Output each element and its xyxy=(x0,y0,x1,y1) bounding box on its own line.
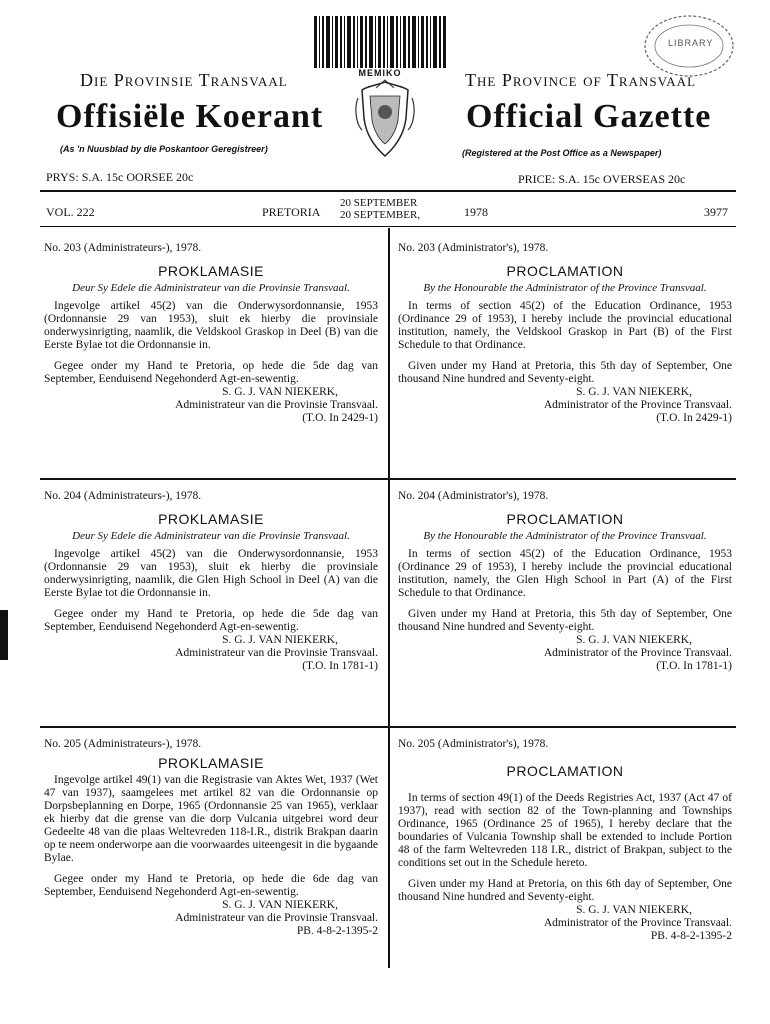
notice-divider xyxy=(40,726,736,728)
issue-date-english: 20 SEPTEMBER, xyxy=(340,209,421,221)
notice-given: Given under my Hand at Pretoria, this 5th day of September, One thousand Nine hundred and Seventy-eight. xyxy=(398,360,732,385)
price-english: PRICE: S.A. 15c OVERSEAS 20c xyxy=(518,172,686,186)
reference: (T.O. In 2429-1) xyxy=(656,412,732,424)
signer-name: S. G. J. VAN NIEKERK, xyxy=(222,899,338,911)
notice-given: Given under my Hand at Pretoria, this 5th day of September, One thousand Nine hundred and Seventy-eight. xyxy=(398,608,732,633)
notice-body: In terms of section 45(2) of the Education Ordinance, 1953 (Ordinance 29 of 1953), I hereby include the provincial educational institution, namely, the Veldskool Graskop in Part (B) of the First Schedule to that Ordinance. xyxy=(398,300,732,351)
notice-number: No. 205 (Administrateurs-), 1978. xyxy=(44,738,202,750)
signer-name: S. G. J. VAN NIEKERK, xyxy=(576,904,692,916)
price-afrikaans: PRYS: S.A. 15c OORSEE 20c xyxy=(46,170,194,184)
reference: PB. 4-8-2-1395-2 xyxy=(296,925,378,937)
notice-body: In terms of section 45(2) of the Education Ordinance, 1953 (Ordinance 29 of 1953), I hereby include the provincial educational institution, namely, the Glen High School in Part (A) of the First Schedule to that Ordinance. xyxy=(398,548,732,599)
issue-place: PRETORIA xyxy=(262,205,321,219)
signer-role: Administrator of the Province Transvaal. xyxy=(543,647,732,659)
notice-203-afrikaans xyxy=(44,242,378,425)
issue-number: 3977 xyxy=(704,205,728,219)
margin-mark xyxy=(0,610,8,660)
reference: PB. 4-8-2-1395-2 xyxy=(650,930,732,942)
notice-title: PROKLAMASIE xyxy=(158,511,264,527)
masthead-right-country: The Province of Transvaal xyxy=(465,70,697,90)
notice-by-line: Deur Sy Edele die Administrateur van die Provinsie Transvaal. xyxy=(72,530,350,542)
notice-number: No. 204 (Administrateurs-), 1978. xyxy=(44,490,202,502)
notice-given: Gegee onder my Hand te Pretoria, op hede die 5de dag van September, Eenduisend Negehonderd Agt-en-sewentig. xyxy=(44,360,378,385)
barcode xyxy=(312,16,450,74)
issue-divider xyxy=(40,226,736,227)
notice-number: No. 203 (Administrator's), 1978. xyxy=(398,242,549,254)
masthead-right-title: Official Gazette xyxy=(466,98,712,135)
signer-role: Administrator of the Province Transvaal. xyxy=(543,917,732,929)
reference: (T.O. In 2429-1) xyxy=(302,412,378,424)
notice-by-line: Deur Sy Edele die Administrateur van die Provinsie Transvaal. xyxy=(72,282,350,294)
notice-given: Gegee onder my Hand te Pretoria, op hede die 5de dag van September, Eenduisend Negehonderd Agt-en-sewentig. xyxy=(44,608,378,633)
notice-body: Ingevolge artikel 45(2) van die Onderwysordonnansie, 1953 (Ordonnansie 29 van 1953), sluit ek hierby die provinsiale onderwysinrigting, naamlik, die Glen High School in Deel (A) van die Eerste Bylae tot die Ordonnansie in. xyxy=(44,548,378,599)
masthead-left-subtitle: (As 'n Nuusblad by die Poskantoor Geregistreer) xyxy=(60,144,268,154)
volume-number: VOL. 222 xyxy=(46,205,95,219)
notice-203-english xyxy=(398,242,732,425)
notice-given: Gegee onder my Hand te Pretoria, op hede die 6de dag van September, Eenduisend Negehonderd Agt-en-sewentig. xyxy=(44,873,378,898)
notice-number: No. 203 (Administrateurs-), 1978. xyxy=(44,242,202,254)
notice-by-line: By the Honourable the Administrator of the Province Transvaal. xyxy=(423,282,707,294)
masthead-right-subtitle: (Registered at the Post Office as a Newspaper) xyxy=(462,148,662,158)
masthead-divider xyxy=(40,190,736,192)
issue-date-afrikaans: 20 SEPTEMBER xyxy=(340,197,418,209)
notice-title: PROCLAMATION xyxy=(506,263,624,279)
notice-body: Ingevolge artikel 49(1) van die Registrasie van Aktes Wet, 1937 (Wet 47 van 1937), saamgelees met artikel 82 van die Ordonnansie op Dorpsbeplanning en Dorpe, 1965 (Ordonnansie 25 van 1965), verklaar ek hierby dat die grense van die dorp Vulcania uitgebrei word deur Gedeelte 48 van die plaas Weltevreden 118-I.R., distrik Brakpan daarin op te neem onderworpe aan die voorwaardes uiteengesit in die bygaande Bylae. xyxy=(44,774,379,864)
barcode-label: MEMIKO xyxy=(350,68,410,78)
notice-204-afrikaans xyxy=(44,490,378,673)
signer-role: Administrateur van die Provinsie Transvaal. xyxy=(175,399,378,411)
notice-205-afrikaans xyxy=(44,738,378,938)
signer-role: Administrator of the Province Transvaal. xyxy=(543,399,732,411)
reference: (T.O. In 1781-1) xyxy=(656,660,732,672)
signer-name: S. G. J. VAN NIEKERK, xyxy=(576,634,692,646)
stamp-text: LIBRARY xyxy=(668,38,714,48)
coat-of-arms-emblem xyxy=(354,78,416,160)
signer-role: Administrateur van die Provinsie Transvaal. xyxy=(175,647,378,659)
notice-204-english xyxy=(398,490,732,673)
signer-name: S. G. J. VAN NIEKERK, xyxy=(222,386,338,398)
notice-number: No. 204 (Administrator's), 1978. xyxy=(398,490,549,502)
signer-name: S. G. J. VAN NIEKERK, xyxy=(222,634,338,646)
notice-title: PROKLAMASIE xyxy=(158,755,264,771)
notice-by-line: By the Honourable the Administrator of the Province Transvaal. xyxy=(423,530,707,542)
notice-title: PROCLAMATION xyxy=(506,763,624,779)
notice-title: PROKLAMASIE xyxy=(158,263,264,279)
column-divider xyxy=(388,228,390,968)
notice-body: Ingevolge artikel 45(2) van die Onderwysordonnansie, 1953 (Ordonnansie 29 van 1953), sluit ek hierby die provinsiale onderwysinrigting, naamlik, die Veldskool Graskop in Deel (B) van die Eerste Bylae tot die Ordonnansie in. xyxy=(44,300,378,351)
signer-name: S. G. J. VAN NIEKERK, xyxy=(576,386,692,398)
masthead-left-title: Offisiële Koerant xyxy=(56,98,324,135)
issue-year: 1978 xyxy=(464,205,488,219)
signer-role: Administrateur van die Provinsie Transvaal. xyxy=(175,912,378,924)
reference: (T.O. In 1781-1) xyxy=(302,660,378,672)
notice-body: In terms of section 49(1) of the Deeds Registries Act, 1937 (Act 47 of 1937), read with section 82 of the Town-planning and Townships Ordinance, 1965 (Ordinance 25 of 1965), I hereby declare that the boundaries of Vulcania Township shall be extended to include Portion 48 of the farm Weltevreden 118 I.R., district of Brakpan, subject to the conditions set out in the Schedule hereto. xyxy=(398,792,732,869)
notice-given: Given under my Hand at Pretoria, on this 6th day of September, One thousand Nine hundred and Seventy-eight. xyxy=(398,878,732,903)
masthead-left-country: Die Provinsie Transvaal xyxy=(80,70,288,90)
notice-number: No. 205 (Administrator's), 1978. xyxy=(398,738,549,750)
notice-title: PROCLAMATION xyxy=(506,511,624,527)
notice-205-english xyxy=(398,738,732,943)
notice-divider xyxy=(40,478,736,480)
